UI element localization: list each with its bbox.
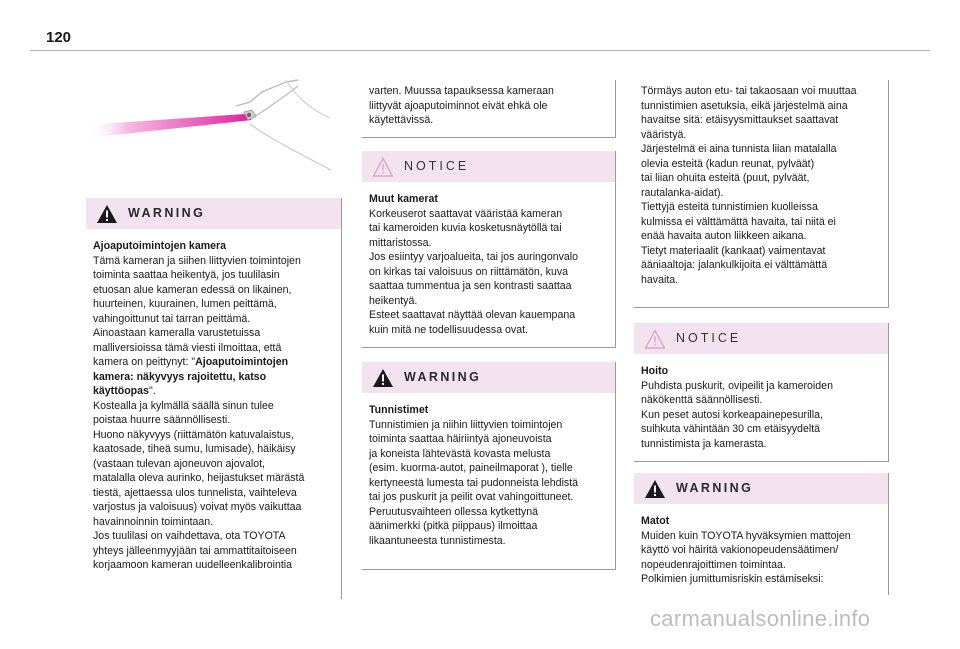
continuation-line: havaitse sitä: etäisyysmittaukset saattavat: [641, 114, 839, 126]
page-number: 120: [46, 29, 72, 46]
warning-line: vahingoittunut tai tarran peittämä.: [93, 312, 251, 325]
warning-line: malliversioissa tämä viesti ilmoittaa, että: [93, 341, 282, 354]
continuation-line: ääniaaltoja: jalankulkijoita ei välttämättä: [641, 259, 828, 271]
warning-line: käyttö voi häiritä vakionopeudensäätimen/: [641, 544, 839, 556]
warning-line: havainnoinnin toimintaan.: [93, 515, 214, 528]
notice-line: tai kameroiden kuvia kosketusnäytöllä tai: [369, 222, 562, 234]
continuation-line: käytettävissä.: [369, 114, 434, 126]
continuation-line: havaita.: [641, 273, 679, 286]
warning-line: Jos tuulilasi on vaihdettava, ota TOYOTA: [93, 530, 286, 542]
sensors-continuation: [634, 80, 889, 308]
notice-line: kuin mitä ne todellisuudessa ovat.: [369, 323, 528, 336]
notice-line: Korkeuserot saattavat vääristää kameran: [369, 207, 563, 220]
warning-line: Polkimien jumittumisriskin estämiseksi:: [641, 573, 824, 585]
continuation-line: olevia esteitä (kadun reunat, pylväät): [641, 157, 815, 170]
warning-line: äänimerkki (pitkä piippaus) ilmoittaa: [369, 520, 538, 532]
windshield-camera-illustration: [86, 78, 336, 178]
notice-title: Muut kamerat: [369, 193, 438, 205]
notice-triangle-icon: [644, 329, 666, 349]
warning-line: Muiden kuin TOYOTA hyväksymien mattojen: [641, 529, 851, 542]
notice-triangle-icon: [372, 157, 394, 177]
warning-line: huurteinen, kuurainen, lumen peittämä,: [93, 298, 277, 310]
warning-box-camera: [86, 198, 342, 599]
warning-line: kamera on peittynyt: ": [93, 356, 196, 368]
camera-message: kamera: näkyvyys rajoitettu, katso: [93, 370, 267, 383]
notice-line: suihkuta vähintään 30 cm etäisyydeltä: [641, 423, 821, 435]
continuation-line: enää havaita auton liikkeen aikana.: [641, 230, 807, 242]
notice-line: mittaristossa.: [369, 236, 432, 249]
notice-line: Kun peset autosi korkeapainepesurilla,: [641, 408, 823, 421]
continuation-line: tai liian ohuita esteitä (puut, pylväät,: [641, 172, 810, 184]
notice-line: heikentyä.: [369, 294, 418, 307]
notice-line: Jos esiintyy varjoalueita, tai jos auringonvalo: [369, 251, 579, 263]
continuation-line: varten. Muussa tapauksessa kameraan: [369, 85, 554, 97]
notice-title: Hoito: [641, 365, 669, 377]
warning-line: likaantuneesta tunnistimesta.: [369, 534, 506, 547]
warning-line: toiminta saattaa heikentyä, jos tuulilasin: [93, 269, 280, 281]
warning-header: [86, 198, 341, 229]
warning-title: Tunnistimet: [369, 404, 429, 416]
notice-line: tunnistimista ja kamerasta.: [641, 437, 767, 450]
continuation-line: liittyvät ajoaputoiminnot eivät ehkä ole: [369, 99, 548, 112]
notice-line: on kirkas tai valoisuus on riittämätön, kuva: [369, 265, 569, 278]
warning-line: (esim. kuorma-autot, paineilmaporat ), tielle: [369, 462, 573, 474]
continuation-line: Järjestelmä ei aina tunnista liian matalalla: [641, 143, 837, 155]
warning-line: tai jos puskurit ja peilit ovat vahingoittuneet.: [369, 491, 574, 503]
notice-header: [634, 323, 888, 354]
continuation-line: tunnistimien asetuksia, eikä järjestelmä aina: [641, 99, 848, 112]
notice-heading: NOTICE: [404, 159, 470, 174]
warning-line: matalalla oleva aurinko, heijastukset märästä: [93, 472, 305, 484]
camera-message: käyttöopas: [93, 385, 149, 397]
warning-line: yhteys jälleenmyyjään tai ammattitaitoiseen: [93, 544, 297, 557]
warning-box-sensors: [362, 362, 616, 570]
notice-line: näkökenttä säännöllisesti.: [641, 394, 763, 406]
warning-title: Matot: [641, 515, 670, 527]
notice-line: Esteet saattavat näyttää olevan kauempana: [369, 309, 576, 321]
warning-line: Ainoastaan kameralla varustetuissa: [93, 327, 261, 339]
warning-line: Tunnistimien ja niihin liittyvien toimintojen: [369, 418, 563, 431]
notice-box-cameras: [362, 151, 616, 348]
warning-line: (vastaan tulevan ajoneuvon ajovalot,: [93, 457, 265, 470]
warning-line: ja koneista lähtevästä kovasta melusta: [369, 447, 551, 460]
top-rule: [30, 50, 930, 51]
warning-line: nopeudenrajoittimen toimintaa.: [641, 558, 786, 571]
warning-line: etuosan alue kameran edessä on likainen,: [93, 283, 292, 296]
warning-line: toiminta saattaa häiriintyä ajoneuvoista: [369, 433, 552, 445]
warning-triangle-icon: [644, 479, 666, 499]
warning-line: Peruutusvaihteen ollessa kytkettynä: [369, 505, 539, 518]
warning-line: poistaa huurre säännöllisesti.: [93, 414, 231, 426]
warning-heading: WARNING: [404, 370, 482, 385]
notice-line: saattaa tummentua ja sen kontrasti saattaa: [369, 280, 572, 292]
warning-line: kaatosade, tiheä sumu, lumisade), häikäisy: [93, 443, 296, 455]
warning-line-with-message: [93, 384, 333, 399]
warning-line-with-message: [93, 355, 333, 370]
warning-line: Huono näkyvyys (riittämätön katuvalaistus,: [93, 428, 294, 441]
continuation-line: kulmissa ei välttämättä havaita, tai niitä ei: [641, 215, 836, 228]
warning-line: kertyneestä lumesta tai pudonneista lehdistä: [369, 476, 579, 489]
warning-triangle-icon: [372, 368, 394, 388]
warning-heading: WARNING: [676, 481, 754, 496]
warning-triangle-icon: [96, 204, 118, 224]
continuation-line: vääristyä.: [641, 128, 687, 141]
warning-header: [362, 362, 615, 393]
warning-continuation: [362, 80, 616, 138]
warning-line: varjostus ja valoisuus) voivat myös vaikuttaa: [93, 501, 302, 513]
continuation-line: Törmäys auton etu- tai takaosaan voi muuttaa: [641, 85, 857, 97]
notice-heading: NOTICE: [676, 331, 742, 346]
warning-heading: WARNING: [128, 206, 206, 221]
continuation-line: Tietyt materiaalit (kankaat) vaimentavat: [641, 244, 826, 257]
warning-box-mats: [634, 473, 889, 595]
warning-header: [634, 473, 888, 504]
warning-line: ".: [148, 385, 156, 397]
warning-title: Ajoaputoimintojen kamera: [93, 240, 227, 252]
continuation-line: rautalanka-aidat).: [641, 186, 724, 199]
warning-line: Tämä kameran ja siihen liittyvien toimintojen: [93, 254, 301, 267]
notice-header: [362, 151, 615, 182]
warning-line: tiestä, ajettaessa ulos tunnelista, vaihteleva: [93, 486, 297, 499]
warning-line: korjaamoon kameran uudelleenkalibrointia: [93, 559, 293, 571]
notice-box-care: [634, 323, 889, 462]
continuation-line: Tiettyjä esteitä tunnistimien kuolleissa: [641, 201, 818, 213]
warning-line: Kostealla ja kylmällä säällä sinun tulee: [93, 399, 274, 412]
watermark: carmanualsonline.info: [650, 606, 871, 631]
notice-line: Puhdista puskurit, ovipeilit ja kameroiden: [641, 379, 833, 392]
camera-message: Ajoaputoimintojen: [195, 356, 289, 368]
